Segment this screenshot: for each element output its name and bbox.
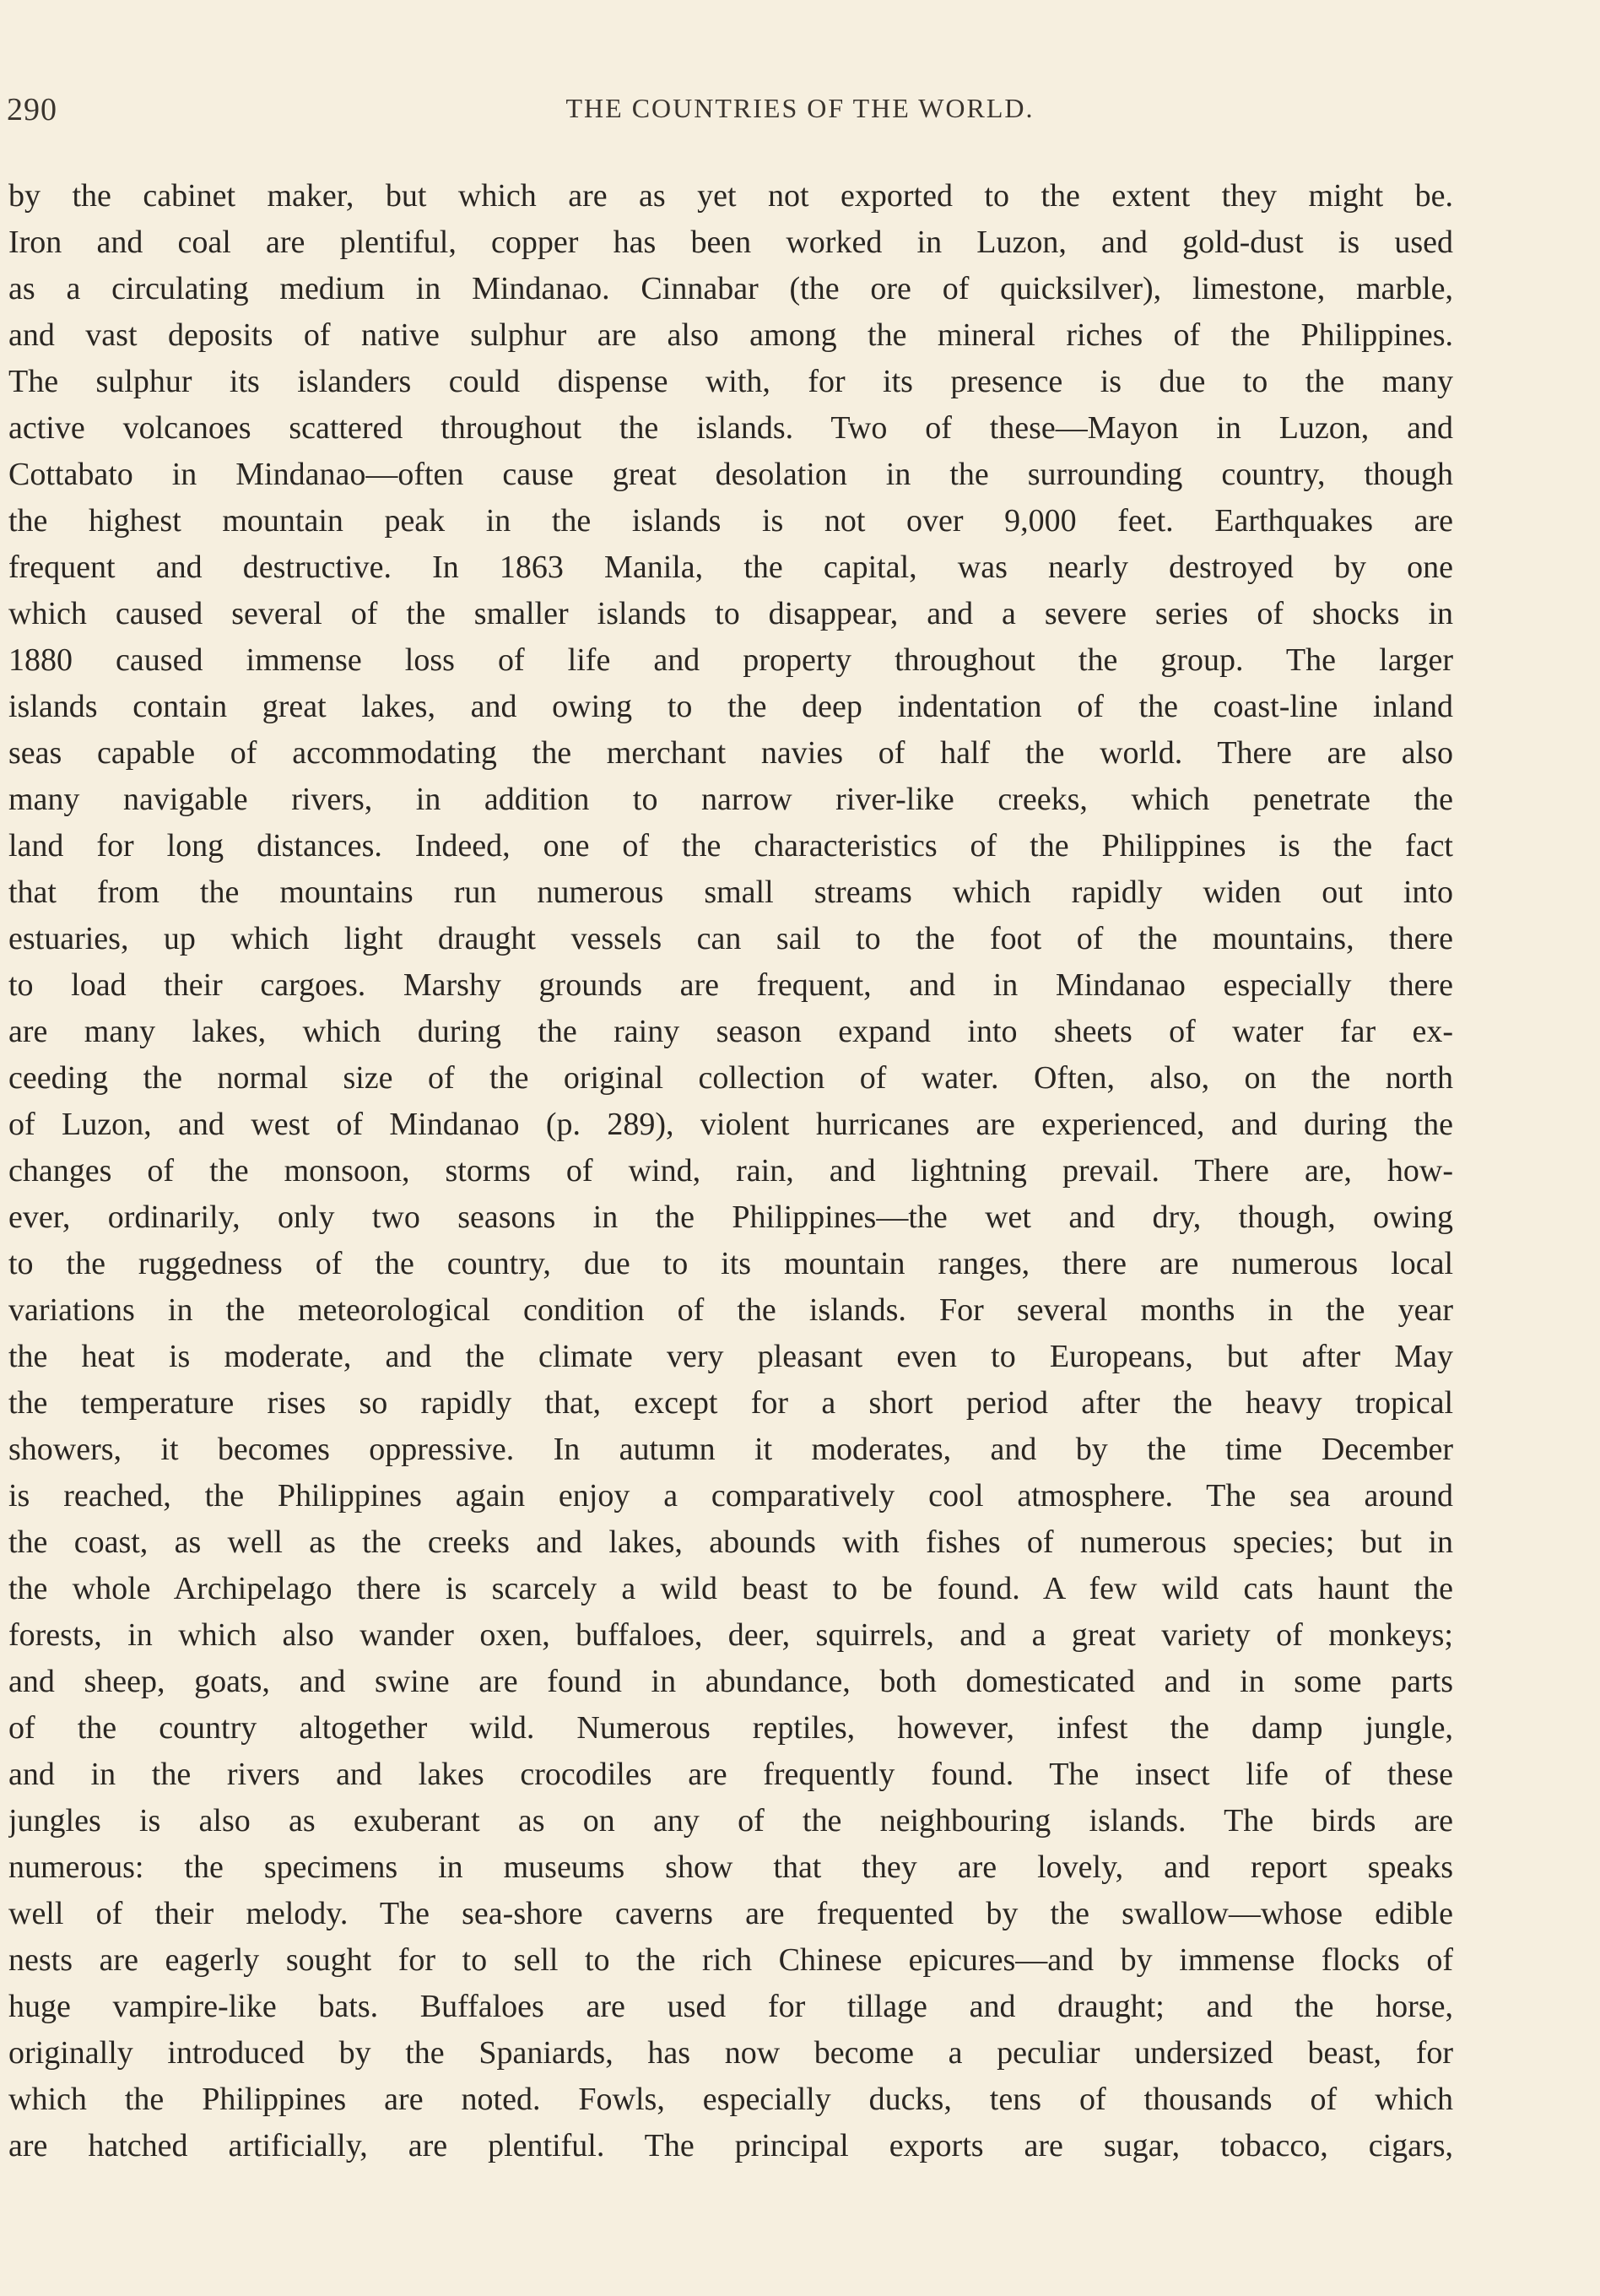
text-line: of the country altogether wild. Numerous reptiles, however, infest the damp jungle,	[8, 1710, 1453, 1746]
page-number: 290	[7, 92, 57, 127]
text-line: estuaries, up which light draught vessels can sail to the foot of the mountains, there	[8, 921, 1453, 956]
text-line: Iron and coal are plentiful, copper has been worked in Luzon, and gold-dust is used	[8, 225, 1453, 260]
page-header	[0, 91, 1600, 142]
text-line: forests, in which also wander oxen, buffaloes, deer, squirrels, and a great variety of monkeys;	[8, 1617, 1453, 1653]
text-line: to the ruggedness of the country, due to its mountain ranges, there are numerous local	[8, 1246, 1453, 1281]
text-line: active volcanoes scattered throughout the islands. Two of these—Mayon in Luzon, and	[8, 410, 1453, 446]
text-line: seas capable of accommodating the merchant navies of half the world. There are also	[8, 735, 1453, 771]
text-line: to load their cargoes. Marshy grounds are frequent, and in Mindanao especially there	[8, 967, 1453, 1003]
text-line: that from the mountains run numerous small streams which rapidly widen out into	[8, 875, 1453, 910]
text-line: are hatched artificially, are plentiful. The principal exports are sugar, tobacco, cigars,	[8, 2128, 1453, 2163]
text-line: land for long distances. Indeed, one of the characteristics of the Philippines is the fact	[8, 828, 1453, 864]
text-line: the highest mountain peak in the islands is not over 9,000 feet. Earthquakes are	[8, 503, 1453, 539]
text-line: frequent and destructive. In 1863 Manila, the capital, was nearly destroyed by one	[8, 550, 1453, 585]
text-line: and vast deposits of native sulphur are also among the mineral riches of the Philippines.	[8, 317, 1453, 353]
text-line: The sulphur its islanders could dispense with, for its presence is due to the many	[8, 364, 1453, 399]
body-text	[8, 173, 1453, 2169]
text-line: the coast, as well as the creeks and lakes, abounds with fishes of numerous species; but in	[8, 1524, 1453, 1560]
running-title: THE COUNTRIES OF THE WORLD.	[565, 93, 1035, 123]
text-line: jungles is also as exuberant as on any of the neighbouring islands. The birds are	[8, 1803, 1453, 1838]
text-line: ever, ordinarily, only two seasons in the Philippines—the wet and dry, though, owing	[8, 1199, 1453, 1235]
text-line: variations in the meteorological condition of the islands. For several months in the year	[8, 1292, 1453, 1328]
text-line: which caused several of the smaller islands to disappear, and a severe series of shocks in	[8, 596, 1453, 631]
text-line: the heat is moderate, and the climate very pleasant even to Europeans, but after May	[8, 1339, 1453, 1374]
text-line: originally introduced by the Spaniards, has now become a peculiar undersized beast, for	[8, 2035, 1453, 2071]
text-line: huge vampire-like bats. Buffaloes are used for tillage and draught; and the horse,	[8, 1989, 1453, 2024]
text-line: the whole Archipelago there is scarcely a wild beast to be found. A few wild cats haunt the	[8, 1571, 1453, 1606]
text-line: which the Philippines are noted. Fowls, especially ducks, tens of thousands of which	[8, 2082, 1453, 2117]
text-line: by the cabinet maker, but which are as yet not exported to the extent they might be.	[8, 178, 1453, 214]
text-line: of Luzon, and west of Mindanao (p. 289), violent hurricanes are experienced, and during the	[8, 1107, 1453, 1142]
text-line: and in the rivers and lakes crocodiles are frequently found. The insect life of these	[8, 1757, 1453, 1792]
text-line: islands contain great lakes, and owing to the deep indentation of the coast-line inland	[8, 689, 1453, 724]
text-line: the temperature rises so rapidly that, except for a short period after the heavy tropical	[8, 1385, 1453, 1421]
text-line: well of their melody. The sea-shore caverns are frequented by the swallow—whose edible	[8, 1896, 1453, 1931]
text-line: numerous: the specimens in museums show that they are lovely, and report speaks	[8, 1849, 1453, 1885]
text-line: nests are eagerly sought for to sell to the rich Chinese epicures—and by immense flocks of	[8, 1942, 1453, 1978]
text-line: as a circulating medium in Mindanao. Cinnabar (the ore of quicksilver), limestone, marble,	[8, 271, 1453, 306]
text-line: showers, it becomes oppressive. In autumn it moderates, and by the time December	[8, 1432, 1453, 1467]
text-line: are many lakes, which during the rainy season expand into sheets of water far ex-	[8, 1014, 1453, 1049]
text-line: ceeding the normal size of the original collection of water. Often, also, on the north	[8, 1060, 1453, 1096]
text-line: is reached, the Philippines again enjoy a comparatively cool atmosphere. The sea around	[8, 1478, 1453, 1514]
text-line: many navigable rivers, in addition to narrow river-like creeks, which penetrate the	[8, 782, 1453, 817]
text-line: Cottabato in Mindanao—often cause great desolation in the surrounding country, though	[8, 457, 1453, 492]
text-line: 1880 caused immense loss of life and property throughout the group. The larger	[8, 642, 1453, 678]
text-line: changes of the monsoon, storms of wind, rain, and lightning prevail. There are, how-	[8, 1153, 1453, 1189]
text-line: and sheep, goats, and swine are found in abundance, both domesticated and in some parts	[8, 1664, 1453, 1699]
